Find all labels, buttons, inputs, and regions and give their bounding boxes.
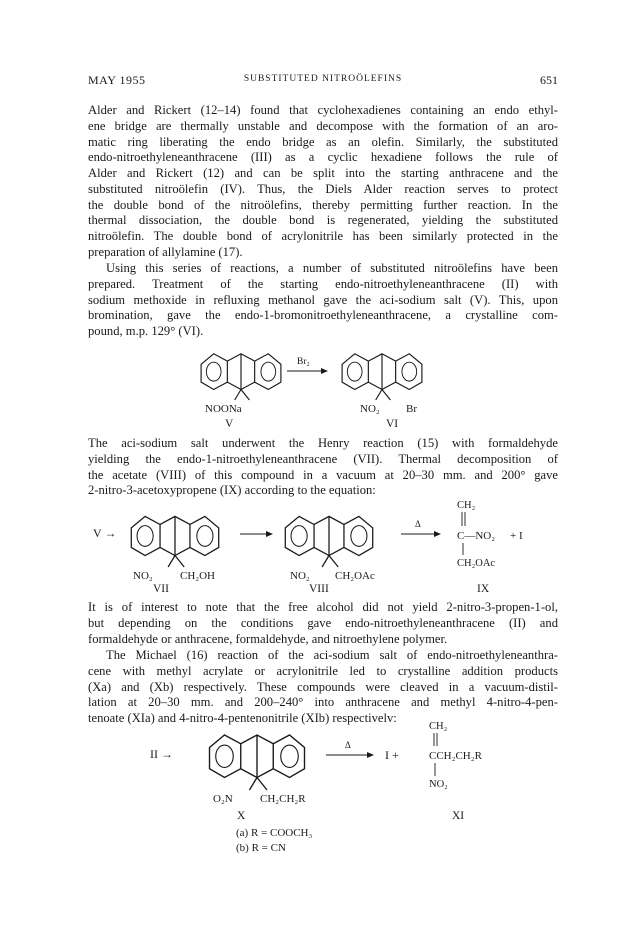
- text-line: formaldehyde or anthracene, formaldehyde, and nitroethylene polymer.: [88, 631, 448, 646]
- xi-top: CH₂: [429, 721, 448, 732]
- paragraph-5: [88, 648, 558, 727]
- running-header: [88, 73, 558, 89]
- paragraph-3: [88, 436, 558, 499]
- text-line: It is of interest to note that the free alcohol did not yield 2-nitro-3-propen-1-ol,: [88, 600, 558, 614]
- text-line: tenoate (XIa) and 4-nitro-4-pentenonitrile (XIb) respectivelv:: [88, 711, 397, 725]
- label-v: V: [225, 418, 234, 430]
- vi-substituent-1: NO₂: [360, 403, 380, 415]
- paragraph-2: [88, 261, 558, 340]
- text-line: bromination, gave the endo-1-bromonitroethyleneanthracene, a crystalline com-: [88, 308, 558, 323]
- page-number: 651: [540, 73, 558, 87]
- text-line: cene with methyl acrylate or acrylonitrile led to crystalline addition products: [88, 663, 558, 678]
- structure-x: [210, 735, 305, 790]
- text-line: thermal dissociation, the double bond is regenerated, yielding the substituted: [88, 213, 558, 228]
- text-line: Alder and Rickert (12) and can be split into the starting anthracene and the: [88, 166, 558, 180]
- text-line: 2-nitro-3-acetoxypropene (IX) according to the equation:: [88, 483, 376, 498]
- text-line: The Michael (16) reaction of the aci-sodium salt of endo-nitroethyleneanthra-: [106, 648, 558, 662]
- text-line: lation at 20–30 mm. and 200–240° into anthracene and methyl 4-nitro-4-pen-: [88, 695, 558, 710]
- text-line: the double bond of the nitroölefins, thereby permitting further reaction. In the: [88, 197, 558, 212]
- text-line: matic ring liberating the endo bridge as an olefin. Similarly, the substituted: [88, 134, 558, 149]
- paragraph-1: [88, 103, 558, 261]
- viii-substituent-2: CH₂OAc: [335, 570, 375, 582]
- text-line: prepared. Treatment of the starting endo-nitroethyleneanthracene (II) with: [88, 276, 558, 291]
- text-line: but depending on the conditions gave endo-nitroethyleneanthracene (II) and: [88, 615, 558, 630]
- vii-substituent-1: NO₂: [133, 570, 153, 582]
- vi-substituent-2: Br: [406, 403, 417, 415]
- start-v: V →: [93, 526, 117, 540]
- ix-top: CH₂: [457, 500, 476, 511]
- scheme-1: [201, 354, 422, 430]
- heat-symbol: Δ: [415, 519, 421, 529]
- paragraph-4: [88, 600, 558, 647]
- structure-vi: [342, 354, 422, 400]
- plus-i: + I: [510, 530, 523, 542]
- structure-viii: [285, 516, 372, 567]
- xi-middle: CCH₂CH₂R: [429, 750, 482, 762]
- vii-substituent-2: CH₂OH: [180, 570, 216, 582]
- note-a: (a) R = COOCH₃: [236, 827, 313, 839]
- text-line: Using this series of reactions, a number of substituted nitroölefins have been: [106, 261, 558, 275]
- label-x: X: [237, 810, 246, 822]
- scheme-2: [93, 500, 523, 595]
- text-line: Alder and Rickert (12–14) found that cyclohexadienes containing an endo ethyl-: [88, 103, 558, 117]
- text-line: nitroölefin. The double bond of acrylonitrile has been similarly protected in the: [88, 229, 558, 243]
- text-line: the acetate (VIII) of this compound in a vacuum at 20–30 mm. and 200° gave: [88, 467, 558, 482]
- text-line: sodium methoxide in refluxing methanol gave the aci-sodium salt (V). This, upon: [88, 292, 558, 307]
- viii-substituent-1: NO₂: [290, 570, 310, 582]
- label-ix: IX: [477, 583, 490, 595]
- label-xi: XI: [452, 810, 465, 822]
- label-vii: VII: [153, 583, 169, 595]
- heat-symbol: Δ: [345, 740, 351, 750]
- scheme-3: [150, 721, 483, 854]
- text-line: substituted nitroölefin (IV). Thus, the Diels Alder reaction serves to protect: [88, 181, 558, 196]
- note-b: (b) R = CN: [236, 842, 286, 854]
- header-date: MAY 1955: [88, 73, 146, 87]
- ix-middle: C—NO₂: [457, 530, 496, 542]
- header-title: SUBSTITUTED NITROÖLEFINS: [243, 74, 403, 84]
- xi-bottom: NO₂: [429, 779, 448, 790]
- label-viii: VIII: [309, 583, 329, 595]
- i-plus: I +: [385, 748, 399, 762]
- text-line: The aci-sodium salt underwent the Henry reaction (15) with formaldehyde: [88, 436, 558, 450]
- ix-bottom: CH₂OAc: [457, 558, 496, 569]
- text-line: preparation of allylamine (17).: [88, 244, 243, 259]
- text-line: pound, m.p. 129° (VI).: [88, 324, 204, 338]
- text-line: (Xa) and (Xb) respectively. These compounds were cleaved in a vacuum-distil-: [88, 679, 558, 694]
- reagent-bromine: Br₂: [297, 357, 310, 367]
- x-substituent-1: O₂N: [213, 793, 233, 805]
- start-ii: II →: [150, 747, 173, 761]
- x-substituent-2: CH₂CH₂R: [260, 793, 306, 805]
- v-substituent: NOONa: [205, 403, 242, 415]
- text-line: ene bridge are thermally unstable and decompose with the formation of an aro-: [88, 118, 558, 133]
- text-line: yielding the endo-1-nitroethyleneanthracene (VII). Thermal decomposition of: [88, 451, 558, 466]
- structure-vii: [131, 516, 218, 567]
- text-line: endo-nitroethyleneanthracene (III) as a cyclic hexadiene follows the rule of: [88, 150, 558, 165]
- structure-v: [201, 354, 281, 400]
- label-vi: VI: [386, 418, 399, 430]
